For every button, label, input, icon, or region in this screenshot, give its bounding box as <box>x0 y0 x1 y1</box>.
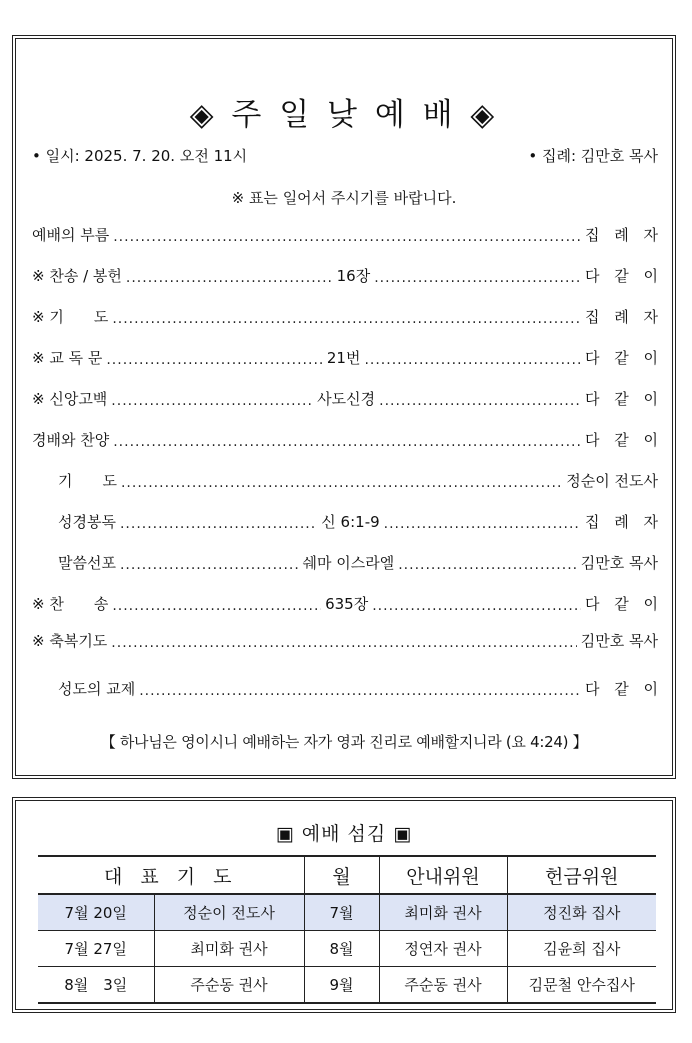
order-label: 말씀선포 <box>58 553 116 572</box>
month: 8월 <box>304 931 379 967</box>
leader-dots <box>111 393 313 409</box>
table-row <box>38 931 656 967</box>
order-label: ※ 찬 송 <box>32 594 109 613</box>
order-performer: 다 같 이 <box>584 389 663 408</box>
order-detail: 635장 <box>325 594 369 613</box>
month: 9월 <box>304 967 379 1004</box>
leader-dots <box>398 557 577 573</box>
order-item <box>58 469 658 491</box>
order-label: 경배와 찬양 <box>32 430 110 449</box>
order-performer: 김만호 목사 <box>580 553 658 572</box>
order-item <box>32 428 663 450</box>
order-item <box>32 346 663 368</box>
order-detail: 쉐마 이스라엘 <box>302 553 395 572</box>
order-label: 성도의 교제 <box>58 679 136 698</box>
table-row <box>38 894 656 931</box>
offering-steward: 김문철 안수집사 <box>507 967 656 1004</box>
order-item <box>58 510 663 532</box>
order-performer: 다 같 이 <box>584 348 663 367</box>
order-item <box>32 305 663 327</box>
order-item <box>58 551 658 573</box>
order-label: 성경봉독 <box>58 512 116 531</box>
order-item <box>58 677 663 699</box>
order-label: 기 도 <box>58 471 117 490</box>
leader-dots <box>112 311 581 327</box>
order-detail: 21번 <box>326 348 361 367</box>
staff-table <box>38 855 656 1004</box>
order-label: ※ 축복기도 <box>32 631 108 650</box>
order-item <box>32 264 663 286</box>
standing-notice: ※ 표는 일어서 주시기를 바랍니다. <box>231 189 457 207</box>
order-item <box>32 387 663 409</box>
leader-dots <box>120 516 317 532</box>
leader-dots <box>113 434 581 450</box>
leader-dots <box>106 352 323 368</box>
header-month: 월 <box>304 856 379 894</box>
leader-dots <box>113 229 581 245</box>
leader-dots <box>139 683 581 699</box>
table-header-row <box>38 856 656 894</box>
order-performer: 다 같 이 <box>584 594 663 613</box>
leader-dots <box>121 475 562 491</box>
prayer-person: 주순동 권사 <box>154 967 304 1004</box>
order-label: 예배의 부름 <box>32 225 110 244</box>
order-performer: 집 례 자 <box>584 225 663 244</box>
order-detail: 신 6:1-9 <box>321 512 380 531</box>
leader-dots <box>384 516 581 532</box>
order-performer: 집 례 자 <box>584 307 663 326</box>
service-datetime: • 일시: 2025. 7. 20. 오전 11시 <box>32 147 248 165</box>
worship-order-box <box>15 38 673 776</box>
offering-steward: 정진화 집사 <box>507 894 656 931</box>
order-item <box>32 592 663 614</box>
staff-title: ▣ 예배 섬김 ▣ <box>275 823 413 845</box>
leader-dots <box>120 557 299 573</box>
order-item <box>32 629 658 651</box>
scripture-verse: 【 하나님은 영이시니 예배하는 자가 영과 진리로 예배할지니라 (요 4:24) 】 <box>100 733 588 751</box>
leader-dots <box>364 352 581 368</box>
leader-dots <box>112 598 321 614</box>
order-performer: 집 례 자 <box>584 512 663 531</box>
order-detail: 16장 <box>336 266 371 285</box>
offering-steward: 김윤희 집사 <box>507 931 656 967</box>
order-label: ※ 신앙고백 <box>32 389 108 408</box>
prayer-person: 정순이 전도사 <box>154 894 304 931</box>
order-label: ※ 교 독 문 <box>32 348 103 367</box>
usher: 정연자 권사 <box>379 931 507 967</box>
leader-dots <box>126 270 333 286</box>
order-label: ※ 찬송 / 봉헌 <box>32 266 122 285</box>
order-label: ※ 기 도 <box>32 307 109 326</box>
prayer-date: 8월 3일 <box>38 967 154 1004</box>
table-row <box>38 967 656 1004</box>
header-prayer: 대 표 기 도 <box>38 856 304 894</box>
order-performer: 다 같 이 <box>584 430 663 449</box>
leader-dots <box>379 393 581 409</box>
leader-dots <box>111 635 576 651</box>
usher: 주순동 권사 <box>379 967 507 1004</box>
prayer-date: 7월 27일 <box>38 931 154 967</box>
prayer-person: 최미화 권사 <box>154 931 304 967</box>
order-performer: 다 같 이 <box>584 266 663 285</box>
order-performer: 정순이 전도사 <box>566 471 658 490</box>
leader-dots <box>372 598 581 614</box>
order-detail: 사도신경 <box>317 389 376 408</box>
prayer-date: 7월 20일 <box>38 894 154 931</box>
order-item <box>32 223 663 245</box>
header-usher: 안내위원 <box>379 856 507 894</box>
order-performer: 김만호 목사 <box>580 631 658 650</box>
order-performer: 다 같 이 <box>584 679 663 698</box>
header-offering: 헌금위원 <box>507 856 656 894</box>
month: 7월 <box>304 894 379 931</box>
service-staff-box <box>15 800 673 1010</box>
leader-dots <box>374 270 581 286</box>
service-leader: • 집례: 김만호 목사 <box>528 147 658 165</box>
usher: 최미화 권사 <box>379 894 507 931</box>
page-title: ◈ 주 일 낮 예 배 ◈ <box>189 97 499 133</box>
